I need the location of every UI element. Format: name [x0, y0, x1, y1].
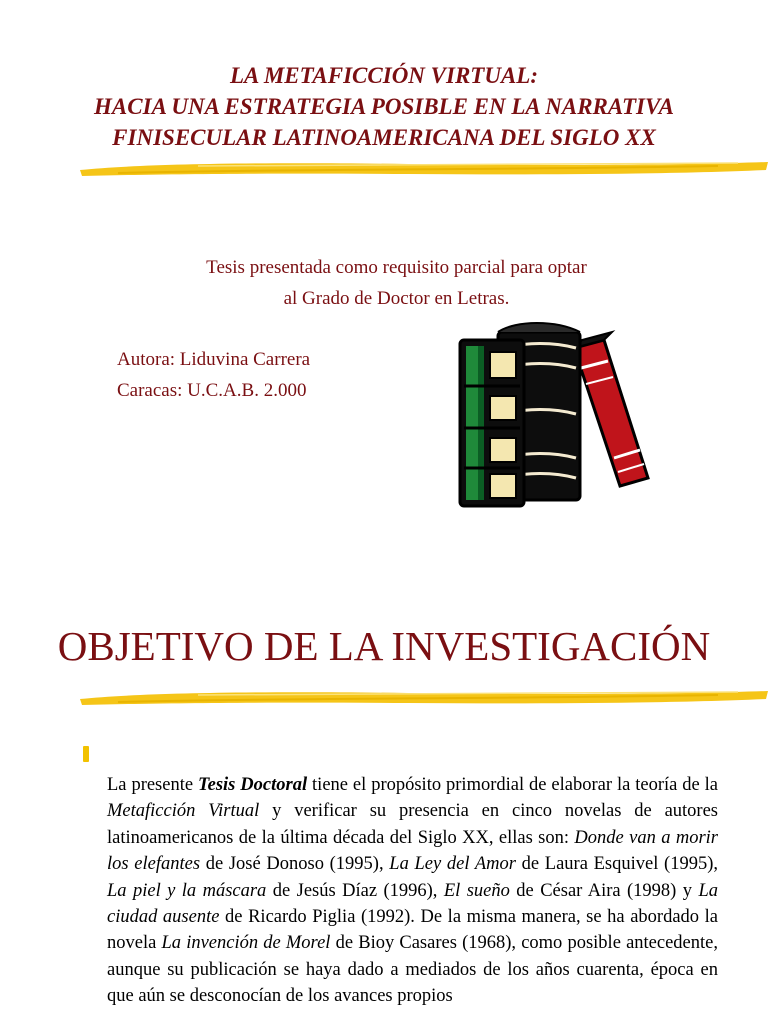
books-icon — [456, 318, 652, 510]
author-name: Autora: Liduvina Carrera — [117, 349, 311, 370]
objective-paragraph — [107, 772, 718, 1010]
emphasized-text: La invención de Morel — [161, 933, 331, 954]
publication-place: Caracas: U.C.A.B. 2.000 — [117, 380, 307, 401]
objective-title: OBJETIVO DE LA INVESTIGACIÓN — [57, 623, 711, 669]
emphasized-text: La ciudad ausente — [107, 880, 718, 928]
paragraph-text: de Ricardo Piglia (1992). De la misma manera, se ha abordado la novela — [107, 907, 718, 954]
objective-slide — [0, 600, 768, 1024]
thesis-title-line-1: LA METAFICCIÓN VIRTUAL: — [229, 63, 539, 88]
author-block — [117, 344, 310, 406]
bullet-icon — [83, 746, 89, 762]
thesis-title — [0, 60, 768, 153]
title-underline-brush-icon — [78, 157, 768, 181]
emphasized-text: Tesis Doctoral — [198, 775, 308, 795]
paragraph-text: de Jesús Díaz (1996), — [266, 880, 444, 901]
thesis-title-line-2: HACIA UNA ESTRATEGIA POSIBLE EN LA NARRATIVA — [94, 94, 674, 119]
paragraph-text: de Laura Esquivel (1995), — [515, 854, 718, 875]
subtitle-line-1: Tesis presentada como requisito parcial para optar — [206, 257, 587, 278]
paragraph-text: de César Aira (1998) y — [509, 880, 699, 901]
emphasized-text: Donde van a morir los elefantes — [107, 827, 718, 875]
subtitle-line-2: al Grado de Doctor en Letras. — [283, 288, 510, 309]
emphasized-text: La Ley del Amor — [389, 854, 516, 875]
paragraph-text: tiene el propósito primordial de elaborar la teoría de la — [307, 775, 719, 795]
paragraph-text: y verificar su presencia en cinco novelas de autores latinoamericanos de la última década del Siglo XX, ellas son: — [107, 801, 718, 848]
thesis-title-line-3: FINISECULAR LATINOAMERICANA DEL SIGLO XX — [112, 125, 656, 150]
paragraph-text: de José Donoso (1995), — [200, 854, 390, 875]
emphasized-text: Metaficción Virtual — [107, 801, 260, 822]
thesis-subtitle — [0, 252, 768, 314]
paragraph-text: de Bioy Casares (1968), como posible antecedente, aunque su publicación se haya dado a mediados de los años cuarenta, época en que aún se desconocían de los avances propios — [107, 933, 718, 1007]
objective-underline-brush-icon — [78, 686, 768, 710]
paragraph-text: La presente — [107, 775, 199, 795]
emphasized-text: La piel y la máscara — [107, 880, 267, 901]
emphasized-text: El sueño — [443, 880, 510, 901]
